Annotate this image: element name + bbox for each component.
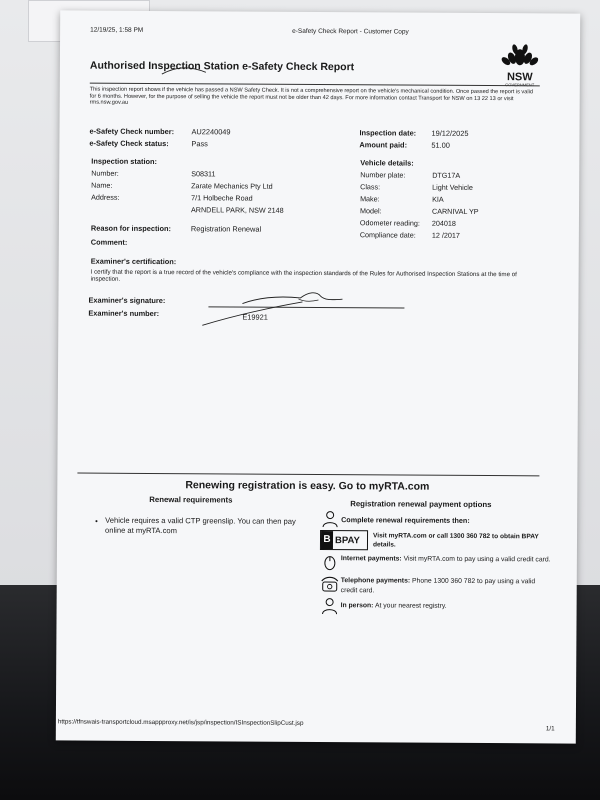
intro-text: This inspection report shows if the vehicle has passed a NSW Safety Check. It is not a comprehensive report on the vehicle's mechanical condition. Once passed the report is valid for 6 months. However, for the purpose of selling the vehicle the report must not be older than 42 days. For more information contact Transport for NSW on 13 22 13 or visit rms.nsw.gov.au	[89, 86, 533, 107]
renewal-rule	[77, 473, 539, 477]
amount-paid-label: Amount paid:	[359, 140, 408, 150]
class-label: Class:	[360, 182, 381, 192]
in-person	[341, 602, 447, 610]
internet-payments-label: Internet payments:	[340, 555, 402, 563]
in-person-label: In person:	[340, 602, 374, 610]
person-icon	[321, 597, 339, 615]
bpay-text: Visit myRTA.com or call 1300 360 782 to obtain BPAY details.	[372, 532, 539, 549]
pen-stroke	[198, 299, 308, 328]
footer-url: https://tfnswais-transportcloud.msappproxy.net/is/jsp/inspection/ISInspectionSlipCust.jsp	[57, 718, 304, 727]
complete-requirements: Complete renewal requirements then:	[341, 515, 470, 525]
report-title: Authorised Inspection Station e-Safety Check Report	[89, 59, 355, 74]
examiner-number: E19921	[242, 312, 268, 322]
requirements-heading: Renewal requirements	[149, 494, 233, 505]
telephone-payments	[341, 576, 551, 596]
check-status: Pass	[191, 139, 208, 149]
station-address-line2: ARNDELL PARK, NSW 2148	[190, 205, 284, 215]
vehicle-heading: Vehicle details:	[360, 158, 414, 168]
reason-label: Reason for inspection:	[90, 223, 172, 234]
check-number: AU2240049	[191, 127, 231, 137]
waratah-icon	[500, 43, 540, 67]
odometer-label: Odometer reading:	[359, 218, 420, 228]
station-number: S08311	[191, 169, 216, 179]
station-address-label: Address:	[91, 192, 120, 202]
mouse-icon	[321, 553, 339, 571]
in-person-text: At your nearest registry.	[373, 602, 447, 610]
bpay-logo	[320, 530, 368, 550]
bullet-dot: •	[95, 516, 98, 526]
telephone-icon	[321, 575, 339, 593]
telephone-payments-text: Phone 1300 360 782 to pay using a valid credit card.	[340, 577, 536, 594]
page-number: 1/1	[545, 725, 555, 733]
inspection-date: 19/12/2025	[431, 128, 469, 138]
comment-label: Comment:	[90, 237, 128, 247]
inspection-date-label: Inspection date:	[359, 128, 417, 138]
station-heading: Inspection station:	[91, 156, 158, 167]
bpay-b-block: B	[321, 531, 333, 549]
amount-paid: 51.00	[431, 140, 450, 150]
pen-mark	[160, 63, 210, 77]
station-name-label: Name:	[91, 180, 113, 190]
examiner-number-label: Examiner's number:	[88, 308, 160, 319]
compliance-label: Compliance date:	[359, 230, 416, 240]
make-label: Make:	[360, 194, 380, 204]
title-rule	[90, 83, 540, 87]
odometer-value: 204018	[431, 218, 456, 228]
make-value: KIA	[432, 194, 444, 204]
station-name: Zarate Mechanics Pty Ltd	[191, 181, 273, 191]
renewal-heading: Renewing registration is easy. Go to myRTA.com	[185, 479, 430, 493]
plate-label: Number plate:	[360, 170, 406, 180]
report-sheet	[56, 10, 580, 743]
internet-payments-text: Visit myRTA.com to pay using a valid credit card.	[401, 555, 551, 564]
class-value: Light Vehicle	[432, 182, 473, 192]
nsw-logo-text: NSW	[506, 71, 533, 84]
station-address-line1: 7/1 Holbeche Road	[191, 193, 253, 203]
station-number-label: Number:	[91, 168, 119, 178]
model-value: CARNIVAL YP	[431, 206, 479, 216]
compliance-value: 12 /2017	[431, 230, 460, 240]
nsw-logo	[500, 43, 540, 87]
internet-payments	[341, 554, 551, 565]
model-label: Model:	[359, 206, 382, 216]
check-number-label: e-Safety Check number:	[89, 126, 175, 137]
certification-text: I certify that the report is a true record of the vehicle's compliance with the inspection standards of the Rules for Authorised Inspection Stations at the time of inspection.	[90, 268, 517, 283]
requirement-item: Vehicle requires a valid CTP greenslip. You can then pay online at myRTA.com	[105, 515, 296, 536]
bpay-logo-text: BPAY	[334, 534, 360, 546]
signature-label: Examiner's signature:	[88, 295, 166, 306]
person-check-icon	[321, 510, 339, 528]
telephone-payments-label: Telephone payments:	[340, 577, 411, 585]
plate-value: DTG17A	[432, 170, 461, 180]
print-datetime: 12/19/25, 1:58 PM	[90, 26, 144, 34]
check-status-label: e-Safety Check status:	[89, 138, 169, 149]
payment-options-heading: Registration renewal payment options	[350, 499, 492, 510]
certification-heading: Examiner's certification:	[90, 256, 177, 267]
print-caption: e-Safety Check Report - Customer Copy	[292, 27, 409, 36]
reason-value: Registration Renewal	[190, 224, 262, 234]
